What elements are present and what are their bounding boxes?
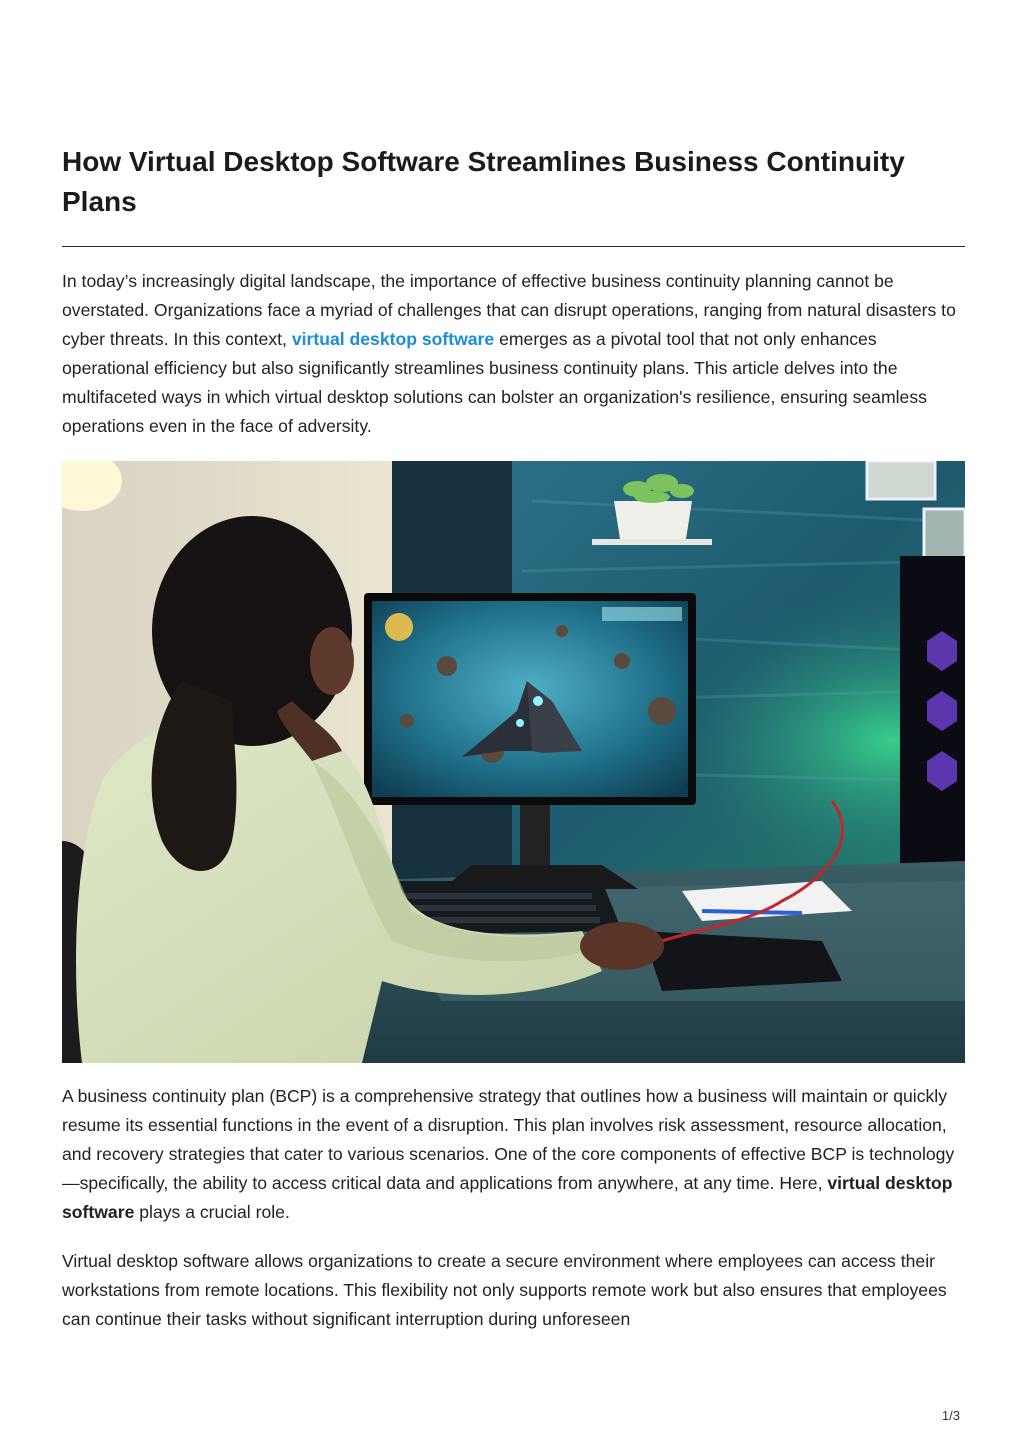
- bcp-bold-term: virtual desktop software: [62, 1173, 953, 1222]
- intro-paragraph: [62, 267, 965, 441]
- virtual-desktop-software-link[interactable]: virtual desktop software: [291, 329, 495, 349]
- hero-image-gamer-at-desk: [62, 461, 965, 1063]
- page-number: 1/3: [941, 1408, 960, 1423]
- intro-text-after-link: emerges as a pivotal tool that not only enhances operational efficiency but also significantly streamlines business continuity plans. This article delves into the multifaceted ways in which virtual desktop solutions can bolster an organization's resilience, ensuring seamless operations even in the face of adversity.: [62, 329, 927, 436]
- hero-illustration: [62, 461, 965, 1063]
- title-divider: [62, 246, 965, 247]
- bcp-text-after-bold: plays a crucial role.: [134, 1202, 290, 1222]
- article-title: How Virtual Desktop Software Streamlines Business Continuity Plans: [62, 146, 905, 217]
- intro-text-before-link: In today’s increasingly digital landscape, the importance of effective business continuity planning cannot be overstated. Organizations face a myriad of challenges that can disrupt operations, ranging from natural disasters to cyber threats. In this context,: [62, 271, 956, 349]
- bcp-text-before-bold: A business continuity plan (BCP) is a comprehensive strategy that outlines how a business will maintain or quickly resume its essential functions in the event of a disruption. This plan involves risk assessment, resource allocation, and recovery strategies that cater to various scenarios. One of the core components of effective BCP is technology—specifically, the ability to access critical data and applications from anywhere, at any time. Here,: [62, 1086, 955, 1193]
- remote-access-paragraph: Virtual desktop software allows organizations to create a secure environment where employees can access their workstations from remote locations. This flexibility not only supports remote work but also ensures that employees can continue their tasks without significant interruption during unforeseen: [62, 1251, 947, 1329]
- bcp-paragraph: [62, 1082, 965, 1227]
